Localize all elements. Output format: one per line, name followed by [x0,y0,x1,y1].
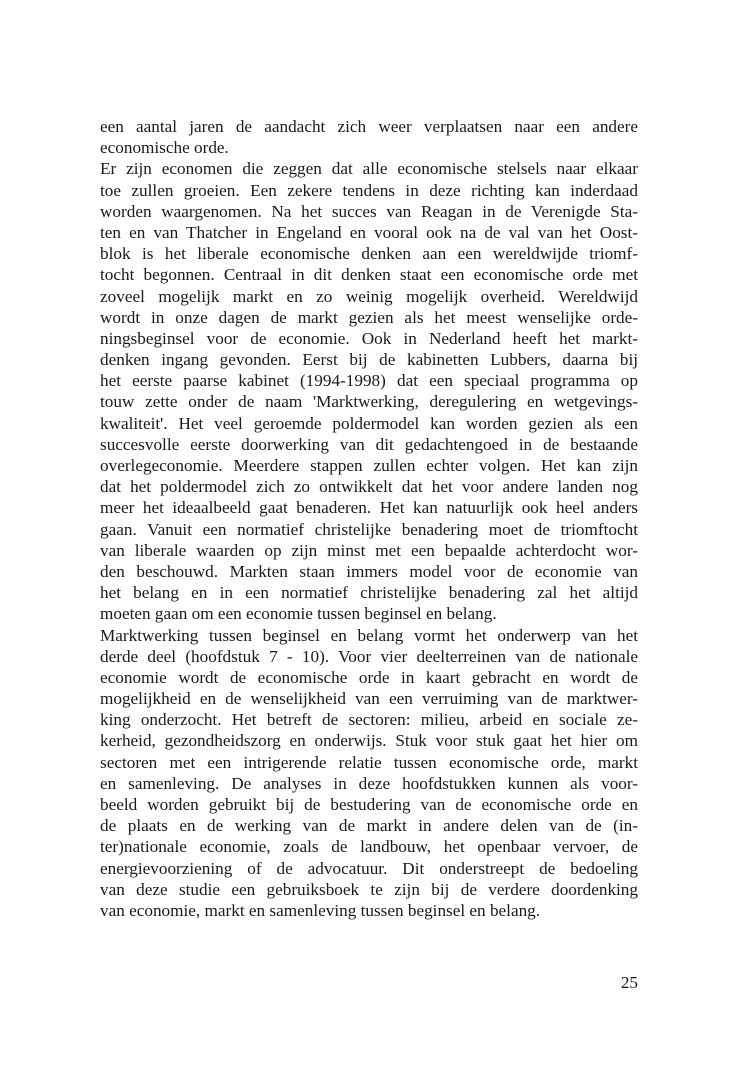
text-line: blok is het liberale economische denken aan een wereldwijde triomf- [100,244,638,264]
text-line: en samenleving. De analyses in deze hoofdstukken kunnen als voor- [100,773,638,793]
text-line: gaan. Vanuit een normatief christelijke benadering moet de triomftocht [100,519,638,539]
text-line: een aantal jaren de aandacht zich weer verplaatsen naar een andere [100,117,638,136]
body-text [100,116,638,921]
text-line: economie wordt de economische orde in kaart gebracht en wordt de [100,667,638,687]
text-line: overlegeconomie. Meerdere stappen zullen echter volgen. Het kan zijn [100,456,638,475]
text-line: moeten gaan om een economie tussen beginsel en belang. [100,604,497,624]
text-line: tocht begonnen. Centraal in dit denken staat een economische orde met [100,265,638,285]
text-line: ter)nationale economie, zoals de landbouw, het openbaar vervoer, de [100,837,638,857]
text-line: meer het ideaalbeeld gaat benaderen. Het kan natuurlijk ook heel anders [100,498,638,518]
text-line: king onderzocht. Het betreft de sectoren: milieu, arbeid en sociale ze- [100,710,638,730]
page-number: 25 [620,973,638,992]
text-line: dat het poldermodel zich zo ontwikkelt dat het voor andere landen nog [100,477,638,497]
text-line: het belang en in een normatief christelijke benadering zal het altijd [100,583,638,603]
text-line: toe zullen groeien. Een zekere tendens in deze richting kan inderdaad [100,180,638,200]
text-line: het eerste paarse kabinet (1994-1998) dat een speciaal programma op [100,371,638,391]
text-line: Er zijn economen die zeggen dat alle economische stelsels naar elkaar [100,159,638,179]
text-line: ten en van Thatcher in Engeland en vooral ook na de val van het Oost- [100,222,638,242]
text-line: zoveel mogelijk markt en zo weinig mogelijk overheid. Wereldwijd [100,286,638,306]
text-line: van economie, markt en samenleving tussen beginsel en belang. [100,900,541,920]
text-line: den beschouwd. Markten staan immers model voor de economie van [100,561,638,581]
text-line: ningsbeginsel voor de economie. Ook in Nederland heeft het markt- [100,328,638,348]
text-line: de plaats en de werking van de markt in andere delen van de (in- [100,816,638,836]
text-line: derde deel (hoofdstuk 7 - 10). Voor vier deelterreinen van de nationale [100,646,638,666]
text-line: sectoren met een intrigerende relatie tussen economische orde, markt [100,752,638,772]
text-line: denken ingang gevonden. Eerst bij de kabinetten Lubbers, daarna bij [100,350,638,370]
text-line: beeld worden gebruikt bij de bestudering van de economische orde en [100,795,638,814]
text-line: economische orde. [100,138,229,158]
text-line: kwaliteit'. Het veel geroemde poldermodel kan worden gezien als een [100,413,638,433]
text-line: van liberale waarden op zijn minst met een bepaalde achterdocht wor- [100,540,638,560]
text-line: Marktwerking tussen beginsel en belang vormt het onderwerp van het [100,625,638,645]
text-line: energievoorziening of de advocatuur. Dit onderstreept de bedoeling [100,858,638,878]
text-line: van deze studie een gebruiksboek te zijn bij de verdere doordenking [100,879,638,899]
text-line: touw zette onder de naam 'Marktwerking, deregulering en wetgevings- [100,392,638,412]
text-line: mogelijkheid en de wenselijkheid van een verruiming van de marktwer- [100,689,638,709]
text-line: wordt in onze dagen de markt gezien als het meest wenselijke orde- [100,307,638,327]
text-line: kerheid, gezondheidszorg en onderwijs. Stuk voor stuk gaat het hier om [100,731,638,751]
text-line: succesvolle eerste doorwerking van dit gedachtengoed in de bestaande [100,434,638,454]
text-line: worden waargenomen. Na het succes van Reagan in de Verenigde Sta- [100,201,638,221]
